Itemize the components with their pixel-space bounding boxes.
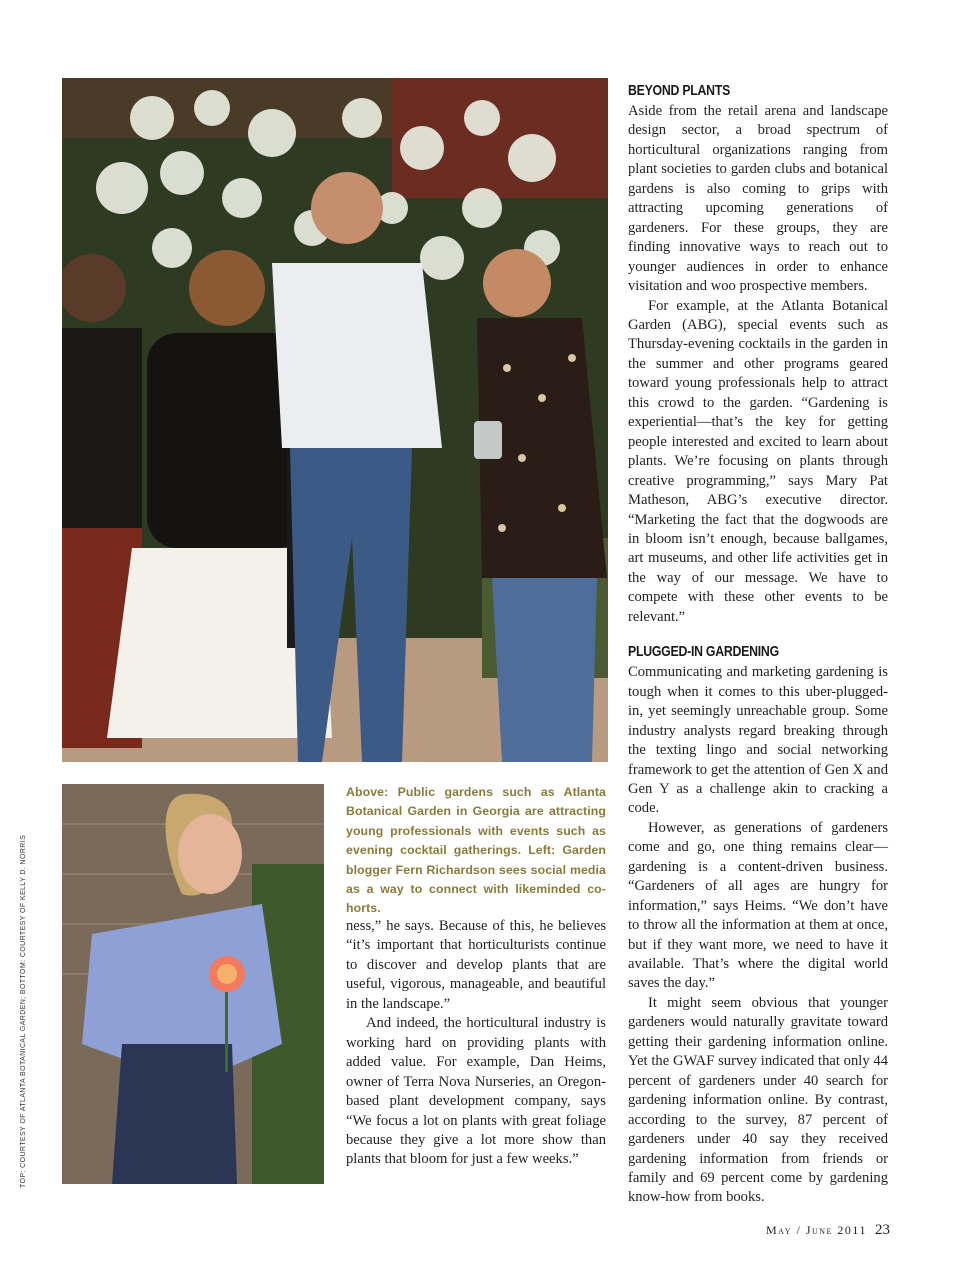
body-paragraph: And indeed, the horticultural industry is working hard on providing plants with added value. For example, Dan Heims, owner of Terra Nova Nurseries, an Oregon-based plant development company, says “We focus a lot on plants with great foliage because they give a lot more show than plants that bloom for just a few weeks.” <box>346 1015 606 1168</box>
garden-party-photo <box>62 78 608 762</box>
body-paragraph: However, as generations of gardeners come and go, one thing remains clear—gardening is a content-driven business. “Gardeners of all ages are hungry for information,” says Heims. “We don’t have to throw all the information at them at once, but if they want more, we need to have it available. That’s where the digital world saves the day.” <box>628 819 888 992</box>
woman-with-rose-illustration <box>62 784 324 1184</box>
photo-credit: TOP: COURTESY OF ATLANTA BOTANICAL GARDEN; BOTTOM: COURTESY OF KELLY D. NORRIS <box>20 834 27 1188</box>
body-paragraph: ness,” he says. Because of this, he believes “it’s important that horticulturists continue to discover and develop plants that are useful, vigorous, manageable, and beautiful in the landscape.” <box>346 918 606 1012</box>
page-number: 23 <box>875 1222 890 1238</box>
section-heading-plugged-in-gardening: PLUGGED-IN GARDENING <box>628 643 779 661</box>
photo-caption: Above: Public gardens such as Atlanta Botanical Garden in Georgia are attracting young professionals with events such as evening cocktail gatherings. Left: Garden blogger Fern Richardson sees social media as a way to connect with likeminded co-horts. <box>346 785 606 916</box>
body-paragraph: For example, at the Atlanta Botanical Garden (ABG), special events such as Thursday-evening cocktails in the garden in the summer and other programs geared toward young professionals help to attract this crowd to the garden. “Gardening is experiential—that’s the key for getting people interested and excited to learn about plants. We’re focusing on plants through creative programming,” says Mary Pat Matheson, ABG’s executive director. “Marketing the fact that the dogwoods are in bloom isn’t enough, because ballgames, art museums, and other life activities get in the way of our message. We have to compete with these other events to be relevant.” <box>628 297 888 625</box>
body-paragraph: Aside from the retail arena and landscape design sector, a broad spectrum of horticultural organizations ranging from plant societies to garden clubs and botanical gardens is also coming to grips with attracting upcoming generations of gardeners. For these groups, they are finding innovative ways to reach out to younger audiences in order to enhance visitation and woo prospective members. <box>628 103 888 295</box>
issue-date: May / June 2011 <box>766 1223 867 1237</box>
garden-party-illustration <box>62 78 608 762</box>
article-column-middle <box>346 917 606 1170</box>
page-folio <box>740 1222 890 1239</box>
body-paragraph: Communicating and marketing gardening is tough when it comes to this uber-plugged-in, yet seemingly unreachable group. Some industry analysts regard breaking through the texting lingo and social networking framework to get the attention of Gen X and Gen Y as a challenge akin to cracking a code. <box>628 664 888 817</box>
body-paragraph: It might seem obvious that younger gardeners would naturally gravitate toward getting their gardening information online. Yet the GWAF survey indicated that only 44 percent of gardeners under 40 search for gardening information online. By contrast, according to the survey, 87 percent of gardeners under 40 say they received gardening information from friends or family and 69 percent come by gardening know-how from books. <box>628 994 888 1206</box>
article-column-right <box>628 80 888 1208</box>
section-heading-beyond-plants: BEYOND PLANTS <box>628 82 731 99</box>
woman-with-rose-photo <box>62 784 324 1184</box>
